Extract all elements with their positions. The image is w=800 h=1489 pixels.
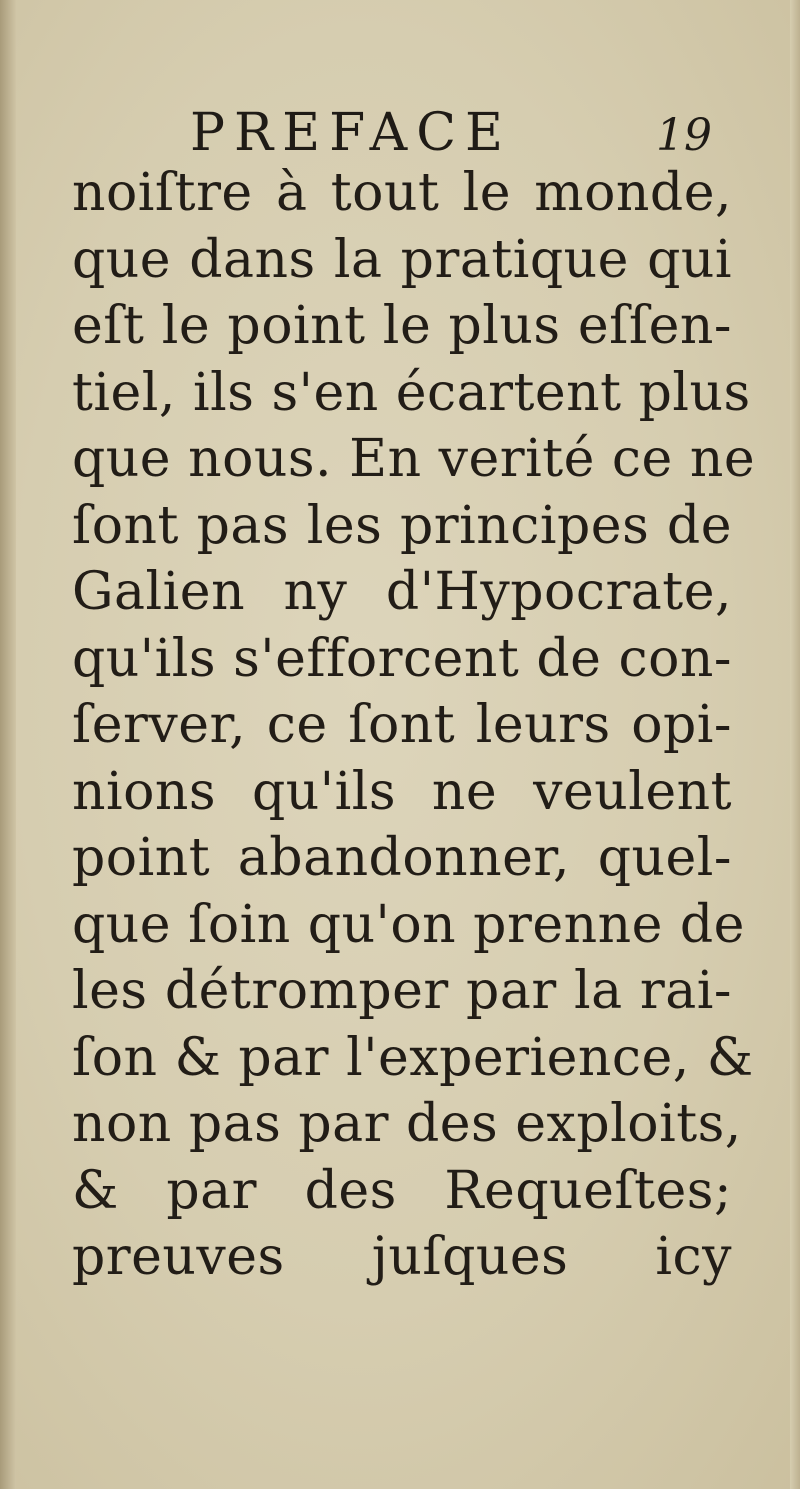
text-line: ſon & par l'experience, & [72, 1027, 754, 1088]
text-line: ſerver, ce ſont leurs opi- [72, 695, 732, 755]
text-line: Galien ny d'Hypocrate, [72, 562, 732, 622]
text-line: noiſtre à tout le monde, [72, 163, 732, 223]
page-gutter-shadow [0, 0, 16, 1489]
text-line: que nous. En verité ce ne [72, 429, 756, 489]
text-line: que ſoin qu'on prenne de [72, 894, 745, 955]
page-edge [790, 0, 800, 1489]
text-line: non pas par des exploits, [72, 1094, 742, 1154]
text-line: & par des Requeſtes; [72, 1160, 732, 1221]
body-text [72, 160, 756, 1291]
running-head [190, 98, 730, 168]
text-line: qu'ils s'efforcent de con- [72, 628, 732, 689]
text-line: nions qu'ils ne veulent [72, 761, 732, 822]
text-line: point abandonner, quel- [72, 828, 732, 888]
text-line: tiel, ils s'en écartent plus [72, 362, 751, 423]
page-number: 19 [656, 110, 712, 161]
text-line: eſt le point le plus eſſen- [72, 296, 732, 356]
text-line: que dans la pratique qui [72, 229, 732, 290]
running-head-title: PREFACE [190, 103, 512, 163]
text-line: les détromper par la rai- [72, 961, 732, 1021]
text-line: ſont pas les principes de [72, 495, 732, 556]
text-line: preuves juſques icy [72, 1227, 732, 1287]
